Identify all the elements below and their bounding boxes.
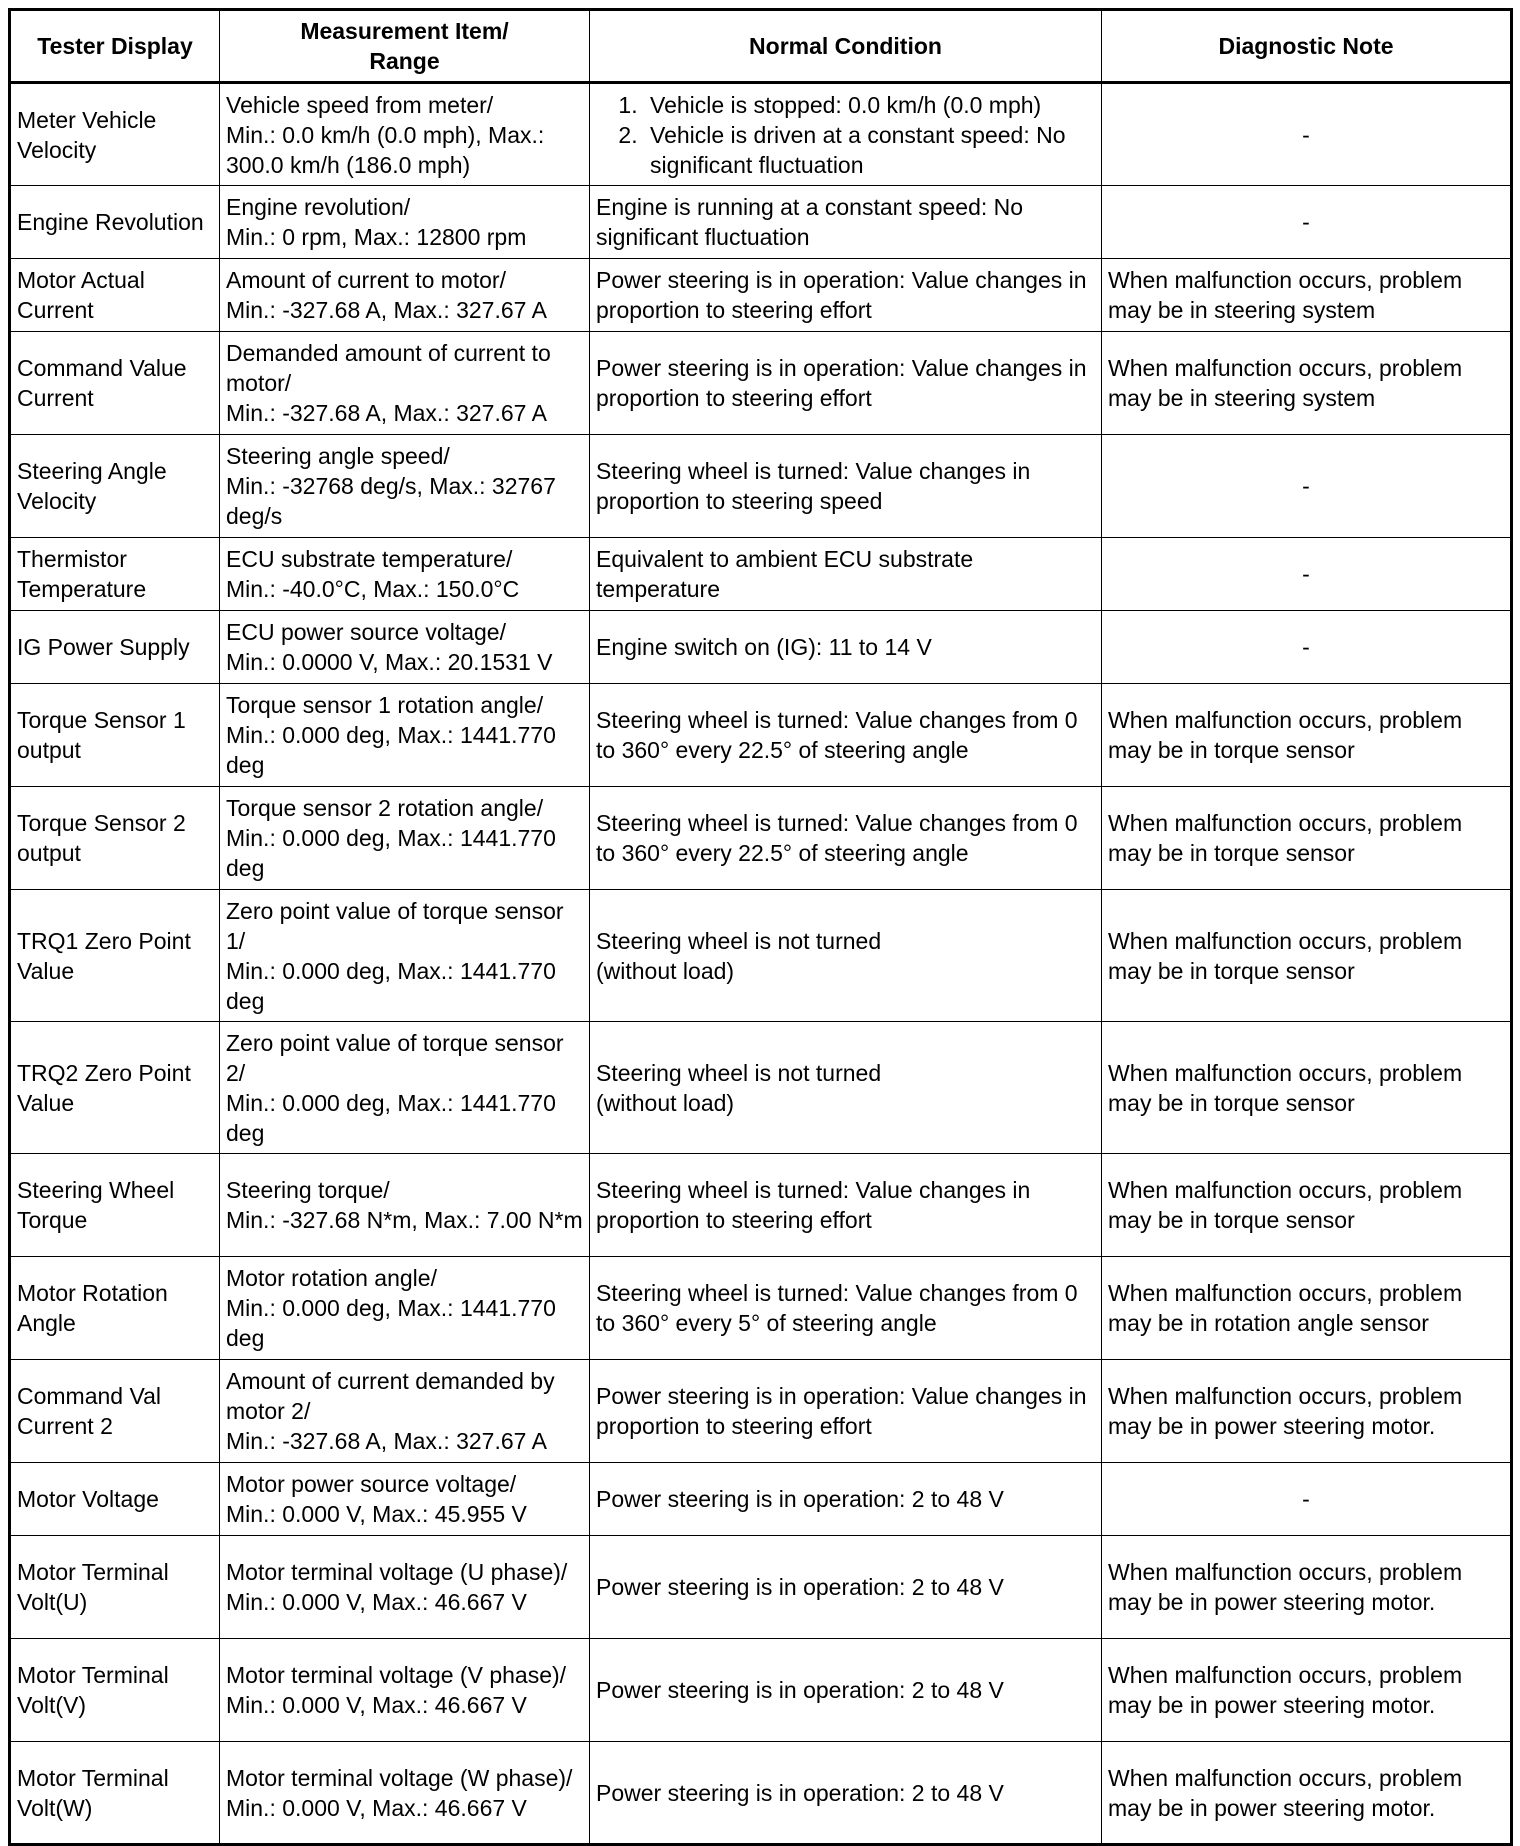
table-row — [10, 1022, 1512, 1154]
measurement-item-cell: Motor terminal voltage (W phase)/ Min.: 0.000 V, Max.: 46.667 V — [220, 1742, 590, 1845]
tester-display-cell: Motor Actual Current — [10, 259, 220, 332]
table-row — [10, 435, 1512, 538]
table-row — [10, 1360, 1512, 1463]
header-row — [10, 10, 1512, 83]
diagnostic-note-cell: When malfunction occurs, problem may be in torque sensor — [1102, 890, 1512, 1022]
table-row — [10, 538, 1512, 611]
diagnostic-note-cell: When malfunction occurs, problem may be in power steering motor. — [1102, 1639, 1512, 1742]
normal-condition-cell: Power steering is in operation: 2 to 48 V — [590, 1536, 1102, 1639]
table-row — [10, 787, 1512, 890]
normal-condition-list — [596, 90, 1095, 180]
tester-display-cell: Steering Angle Velocity — [10, 435, 220, 538]
tester-display-cell: IG Power Supply — [10, 611, 220, 684]
diagnostic-note-cell: When malfunction occurs, problem may be in torque sensor — [1102, 684, 1512, 787]
normal-condition-cell: Steering wheel is turned: Value changes from 0 to 360° every 22.5° of steering angle — [590, 684, 1102, 787]
normal-condition-cell: Steering wheel is turned: Value changes in proportion to steering effort — [590, 1154, 1102, 1257]
measurement-item-cell: Vehicle speed from meter/ Min.: 0.0 km/h (0.0 mph), Max.: 300.0 km/h (186.0 mph) — [220, 83, 590, 186]
table-row — [10, 1463, 1512, 1536]
tester-display-cell: Motor Terminal Volt(U) — [10, 1536, 220, 1639]
normal-condition-cell: Steering wheel is turned: Value changes from 0 to 360° every 22.5° of steering angle — [590, 787, 1102, 890]
measurement-item-cell: Torque sensor 2 rotation angle/ Min.: 0.000 deg, Max.: 1441.770 deg — [220, 787, 590, 890]
measurement-item-cell: Motor terminal voltage (U phase)/ Min.: 0.000 V, Max.: 46.667 V — [220, 1536, 590, 1639]
measurement-item-cell: Engine revolution/ Min.: 0 rpm, Max.: 12800 rpm — [220, 186, 590, 259]
measurement-item-cell: Steering torque/ Min.: -327.68 N*m, Max.: 7.00 N*m — [220, 1154, 590, 1257]
normal-condition-cell: Engine switch on (IG): 11 to 14 V — [590, 611, 1102, 684]
header-tester-display: Tester Display — [10, 10, 220, 83]
normal-condition-cell: Power steering is in operation: 2 to 48 V — [590, 1463, 1102, 1536]
tester-display-cell: TRQ1 Zero Point Value — [10, 890, 220, 1022]
table-row — [10, 890, 1512, 1022]
diagnostic-note-cell: When malfunction occurs, problem may be in torque sensor — [1102, 1154, 1512, 1257]
table-row — [10, 186, 1512, 259]
diagnostic-note-cell: When malfunction occurs, problem may be in rotation angle sensor — [1102, 1257, 1512, 1360]
table-row — [10, 1536, 1512, 1639]
tester-display-cell: Engine Revolution — [10, 186, 220, 259]
measurement-item-cell: ECU substrate temperature/ Min.: -40.0°C, Max.: 150.0°C — [220, 538, 590, 611]
normal-condition-cell — [590, 83, 1102, 186]
tester-display-cell: Motor Rotation Angle — [10, 1257, 220, 1360]
diagnostic-note-cell: - — [1102, 83, 1512, 186]
table-row — [10, 1257, 1512, 1360]
measurement-item-cell: Demanded amount of current to motor/ Min.: -327.68 A, Max.: 327.67 A — [220, 332, 590, 435]
measurement-item-cell: Amount of current to motor/ Min.: -327.68 A, Max.: 327.67 A — [220, 259, 590, 332]
table-body — [10, 83, 1512, 1845]
normal-condition-cell: Power steering is in operation: 2 to 48 V — [590, 1742, 1102, 1845]
table-row — [10, 1154, 1512, 1257]
tester-display-cell: Thermistor Temperature — [10, 538, 220, 611]
diagnostic-note-cell: When malfunction occurs, problem may be in steering system — [1102, 332, 1512, 435]
measurement-item-cell: Amount of current demanded by motor 2/ Min.: -327.68 A, Max.: 327.67 A — [220, 1360, 590, 1463]
measurement-item-cell: Steering angle speed/ Min.: -32768 deg/s, Max.: 32767 deg/s — [220, 435, 590, 538]
normal-condition-list-item: 2. Vehicle is driven at a constant speed: No significant fluctuation — [644, 120, 1095, 180]
measurement-item-cell: Zero point value of torque sensor 1/ Min.: 0.000 deg, Max.: 1441.770 deg — [220, 890, 590, 1022]
measurement-item-cell: Motor power source voltage/ Min.: 0.000 V, Max.: 45.955 V — [220, 1463, 590, 1536]
normal-condition-cell: Power steering is in operation: 2 to 48 V — [590, 1639, 1102, 1742]
diagnostic-note-cell: When malfunction occurs, problem may be in power steering motor. — [1102, 1742, 1512, 1845]
normal-condition-cell: Steering wheel is turned: Value changes from 0 to 360° every 5° of steering angle — [590, 1257, 1102, 1360]
normal-condition-cell: Power steering is in operation: Value changes in proportion to steering effort — [590, 1360, 1102, 1463]
normal-condition-list-item: 1. Vehicle is stopped: 0.0 km/h (0.0 mph) — [644, 90, 1095, 120]
table-row — [10, 1742, 1512, 1845]
diagnostic-note-cell: When malfunction occurs, problem may be in power steering motor. — [1102, 1536, 1512, 1639]
table-row — [10, 332, 1512, 435]
tester-display-cell: Torque Sensor 1 output — [10, 684, 220, 787]
tester-display-cell: Motor Terminal Volt(V) — [10, 1639, 220, 1742]
table-row — [10, 259, 1512, 332]
normal-condition-cell: Equivalent to ambient ECU substrate temperature — [590, 538, 1102, 611]
normal-condition-cell: Steering wheel is turned: Value changes in proportion to steering speed — [590, 435, 1102, 538]
diagnostic-note-cell: When malfunction occurs, problem may be in power steering motor. — [1102, 1360, 1512, 1463]
measurement-item-cell: Torque sensor 1 rotation angle/ Min.: 0.000 deg, Max.: 1441.770 deg — [220, 684, 590, 787]
data-list-table-container — [8, 8, 1510, 1846]
measurement-item-cell: Motor terminal voltage (V phase)/ Min.: 0.000 V, Max.: 46.667 V — [220, 1639, 590, 1742]
normal-condition-cell: Steering wheel is not turned (without load) — [590, 890, 1102, 1022]
normal-condition-cell: Power steering is in operation: Value changes in proportion to steering effort — [590, 332, 1102, 435]
tester-display-cell: Command Value Current — [10, 332, 220, 435]
diagnostic-note-cell: - — [1102, 186, 1512, 259]
data-list-table — [8, 8, 1513, 1846]
diagnostic-note-cell: When malfunction occurs, problem may be in steering system — [1102, 259, 1512, 332]
measurement-item-cell: Zero point value of torque sensor 2/ Min.: 0.000 deg, Max.: 1441.770 deg — [220, 1022, 590, 1154]
diagnostic-note-cell: When malfunction occurs, problem may be in torque sensor — [1102, 787, 1512, 890]
diagnostic-note-cell: - — [1102, 435, 1512, 538]
tester-display-cell: Motor Voltage — [10, 1463, 220, 1536]
tester-display-cell: TRQ2 Zero Point Value — [10, 1022, 220, 1154]
diagnostic-note-cell: - — [1102, 538, 1512, 611]
table-row — [10, 611, 1512, 684]
normal-condition-cell: Engine is running at a constant speed: No significant fluctuation — [590, 186, 1102, 259]
header-normal-condition: Normal Condition — [590, 10, 1102, 83]
table-row — [10, 1639, 1512, 1742]
measurement-item-cell: ECU power source voltage/ Min.: 0.0000 V, Max.: 20.1531 V — [220, 611, 590, 684]
tester-display-cell: Torque Sensor 2 output — [10, 787, 220, 890]
tester-display-cell: Command Val Current 2 — [10, 1360, 220, 1463]
tester-display-cell: Motor Terminal Volt(W) — [10, 1742, 220, 1845]
measurement-item-cell: Motor rotation angle/ Min.: 0.000 deg, Max.: 1441.770 deg — [220, 1257, 590, 1360]
table-row — [10, 684, 1512, 787]
diagnostic-note-cell: - — [1102, 611, 1512, 684]
normal-condition-cell: Steering wheel is not turned (without load) — [590, 1022, 1102, 1154]
normal-condition-cell: Power steering is in operation: Value changes in proportion to steering effort — [590, 259, 1102, 332]
header-measurement-item-line1: Measurement Item/ — [300, 18, 509, 44]
table-row — [10, 83, 1512, 186]
header-measurement-item-line2: Range — [369, 48, 440, 74]
tester-display-cell: Meter Vehicle Velocity — [10, 83, 220, 186]
tester-display-cell: Steering Wheel Torque — [10, 1154, 220, 1257]
diagnostic-note-cell: - — [1102, 1463, 1512, 1536]
diagnostic-note-cell: When malfunction occurs, problem may be in torque sensor — [1102, 1022, 1512, 1154]
header-diagnostic-note: Diagnostic Note — [1102, 10, 1512, 83]
header-measurement-item — [220, 10, 590, 83]
